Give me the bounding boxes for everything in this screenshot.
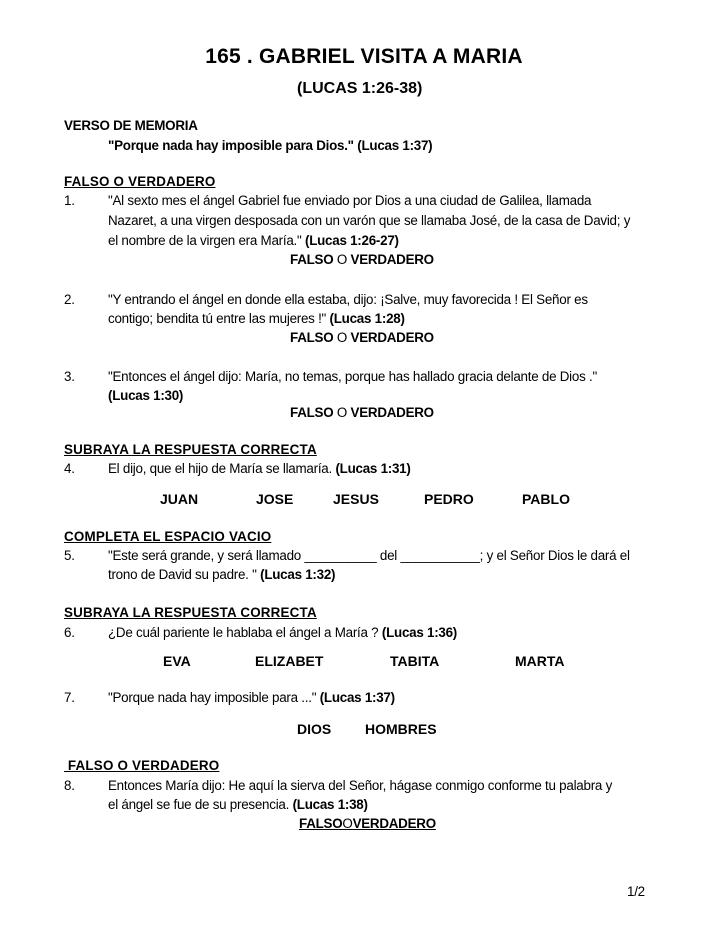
question-5-line-2 [108,567,335,582]
option-elizabet[interactable]: ELIZABET [255,653,324,669]
answer-o: O [336,252,348,267]
question-number: 3. [64,369,75,384]
answer-choice-q2[interactable] [290,330,434,345]
question-6-text: ¿De cuál pariente le hablaba el ángel a María ? [108,625,379,640]
answer-falso[interactable]: FALSO [299,816,343,831]
answer-o: O [336,405,348,420]
question-number: 5. [64,548,75,563]
question-1-line-2: Nazaret, a una virgen desposada con un varón que se llamaba José, de la casa de David; y [108,213,631,228]
answer-verdadero[interactable]: VERDADERO [350,252,434,267]
section-header-fill-blank: COMPLETA EL ESPACIO VACIO [64,529,272,544]
option-juan[interactable]: JUAN [160,491,199,507]
question-5-text: trono de David su padre. " [108,567,257,582]
question-1-line-3 [108,233,399,248]
question-number: 1. [64,193,75,208]
answer-choice-q3[interactable] [290,405,434,420]
answer-falso[interactable]: FALSO [290,405,334,420]
question-number: 2. [64,292,75,307]
question-6-line [108,625,457,640]
answer-verdadero[interactable]: VERDADERO [350,405,434,420]
section-header-underline-answer: SUBRAYA LA RESPUESTA CORRECTA [64,605,317,620]
answer-choice-q1[interactable] [290,252,434,267]
option-pedro[interactable]: PEDRO [424,491,474,507]
answer-verdadero[interactable]: VERDADERO [350,330,434,345]
option-hombres[interactable]: HOMBRES [365,721,437,737]
option-dios[interactable]: DIOS [297,721,332,737]
memory-verse-label: VERSO DE MEMORIA [64,118,198,133]
question-3-line-1: "Entonces el ángel dijo: María, no temas, porque has hallado gracia delante de Dios ." [108,369,597,384]
option-marta[interactable]: MARTA [515,653,565,669]
question-7-reference: (Lucas 1:37) [319,690,395,705]
question-6-reference: (Lucas 1:36) [381,625,458,640]
question-2-reference: (Lucas 1:28) [329,311,405,326]
question-7-line [108,690,395,705]
answer-o: O [342,816,353,831]
option-jesus[interactable]: JESUS [333,491,379,507]
option-eva[interactable]: EVA [163,653,191,669]
question-1-line-1: "Al sexto mes el ángel Gabriel fue enviado por Dios a una ciudad de Galilea, llamada [108,193,592,208]
page-number: 1/2 [627,884,645,899]
question-4-line [108,461,411,476]
question-1-reference: (Lucas 1:26-27) [304,233,399,248]
question-3-reference: (Lucas 1:30) [108,388,184,403]
memory-verse-text: "Porque nada hay imposible para Dios." (Lucas 1:37) [108,138,433,153]
question-5-line-1: "Este será grande, y será llamado __________ del ___________; y el Señor Dios le dará el [108,548,630,563]
answer-falso[interactable]: FALSO [290,252,334,267]
question-5-reference: (Lucas 1:32) [260,567,336,582]
question-8-reference: (Lucas 1:38) [292,797,368,812]
answer-o: O [336,330,348,345]
question-number: 8. [64,778,75,793]
section-header-underline-answer: SUBRAYA LA RESPUESTA CORRECTA [64,442,317,457]
section-header-true-false: FALSO O VERDADERO [64,758,220,773]
answer-falso[interactable]: FALSO [290,330,334,345]
question-4-text: El dijo, que el hijo de María se llamaría. [108,461,332,476]
question-2-line-2 [108,311,405,326]
question-1-text: el nombre de la virgen era María." [108,233,302,248]
question-number: 4. [64,461,75,476]
answer-verdadero[interactable]: VERDADERO [352,816,436,831]
answer-choice-q8[interactable] [299,816,436,831]
option-jose[interactable]: JOSE [256,491,294,507]
question-8-line-1: Entonces María dijo: He aquí la sierva del Señor, hágase conmigo conforme tu palabra y [108,778,613,793]
option-tabita[interactable]: TABITA [390,653,440,669]
page-title: 165 . GABRIEL VISITA A MARIA [205,45,523,68]
question-number: 6. [64,625,75,640]
section-header-true-false: FALSO O VERDADERO [64,174,216,189]
question-8-line-2 [108,797,368,812]
question-2-line-1: "Y entrando el ángel en donde ella estaba, dijo: ¡Salve, muy favorecida ! El Señor es [108,292,588,307]
page-subtitle: (LUCAS 1:26-38) [297,80,423,97]
question-7-text: "Porque nada hay imposible para ..." [108,690,317,705]
option-pablo[interactable]: PABLO [522,491,570,507]
question-2-text: contigo; bendita tú entre las mujeres !" [108,311,327,326]
question-number: 7. [64,690,75,705]
question-4-reference: (Lucas 1:31) [335,461,411,476]
question-8-text: el ángel se fue de su presencia. [108,797,290,812]
